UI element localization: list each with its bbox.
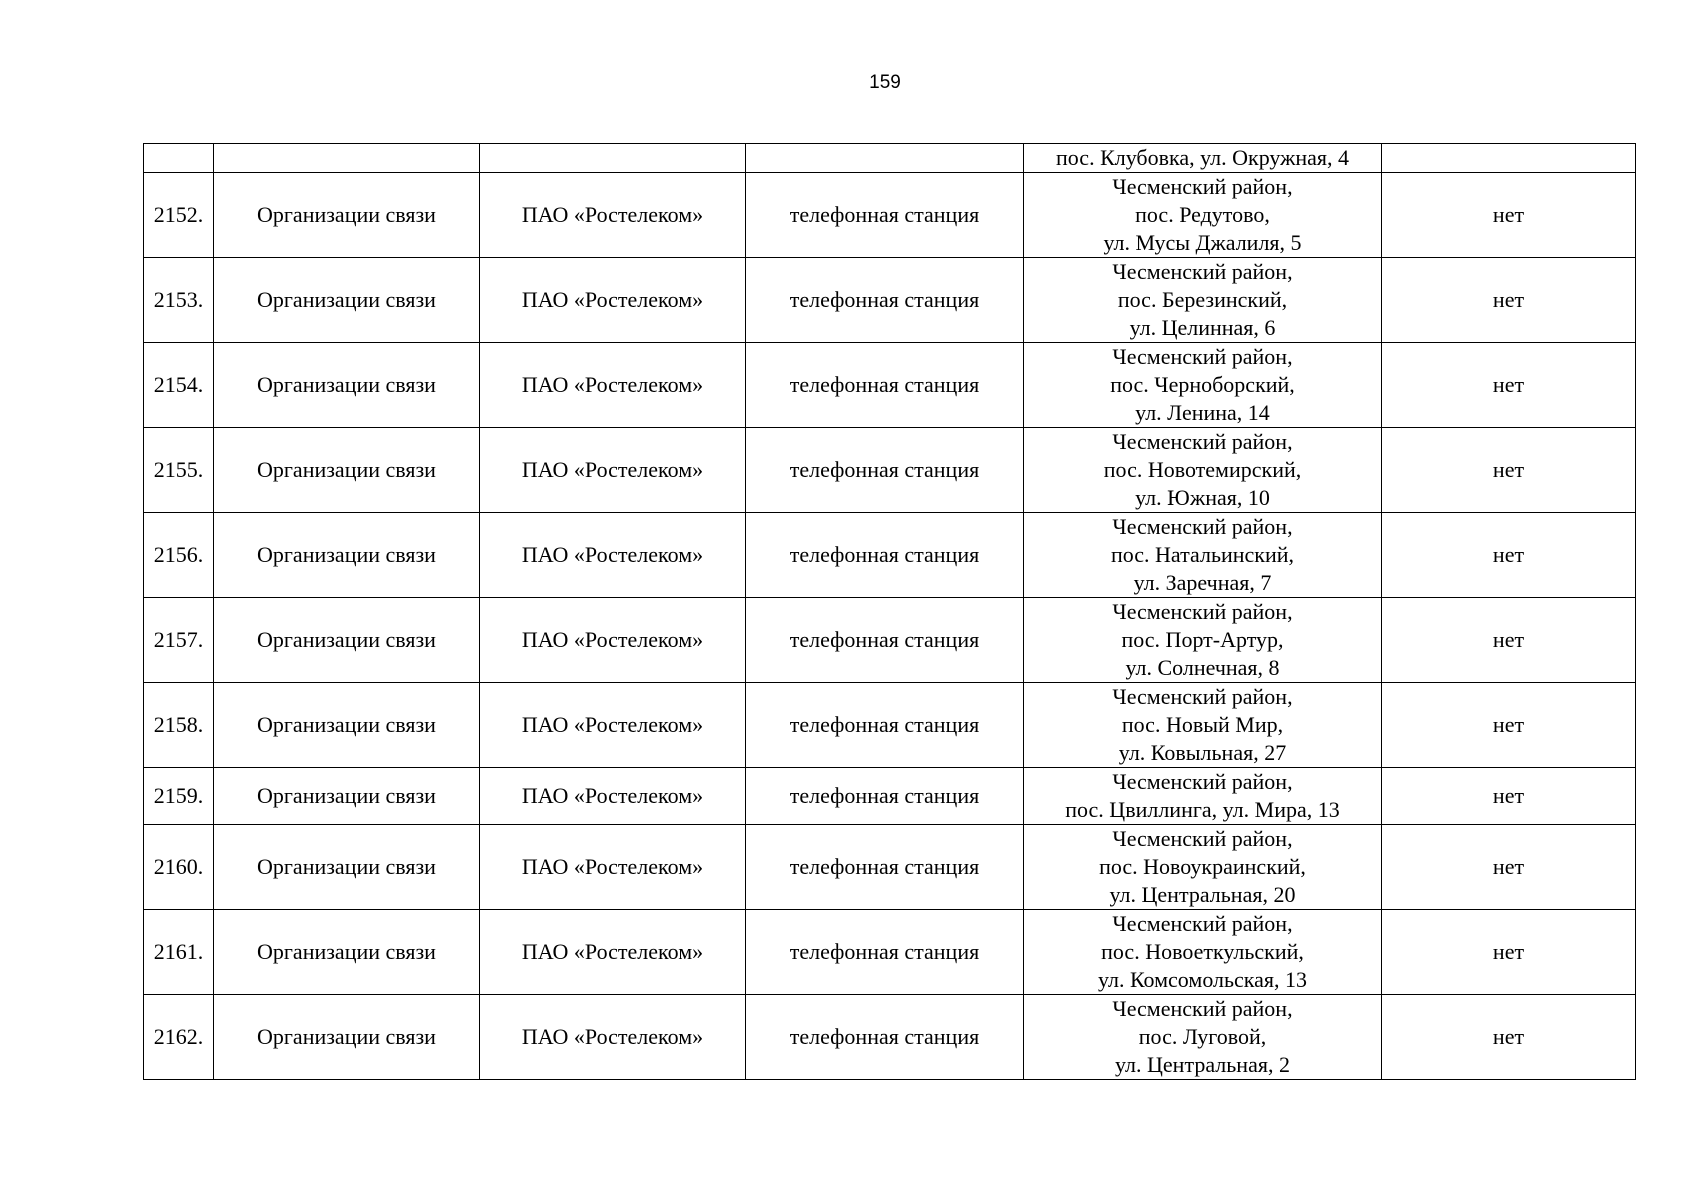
cell-org: ПАО «Ростелеком» [480, 683, 746, 768]
cell-num: 2156. [144, 513, 214, 598]
table-row [144, 768, 1636, 825]
cell-object: телефонная станция [746, 995, 1024, 1080]
table-row [144, 825, 1636, 910]
address-line: Чесменский район, [1112, 514, 1293, 539]
address-line: пос. Редутово, [1135, 202, 1270, 227]
table-row [144, 598, 1636, 683]
cell-note: нет [1382, 428, 1636, 513]
address-line: ул. Ленина, 14 [1135, 400, 1270, 425]
cell-num: 2155. [144, 428, 214, 513]
address-line: Чесменский район, [1112, 174, 1293, 199]
cell-org [480, 144, 746, 173]
cell-category: Организации связи [214, 910, 480, 995]
cell-address [1024, 428, 1382, 513]
cell-address [1024, 910, 1382, 995]
cell-num: 2161. [144, 910, 214, 995]
cell-note [1382, 144, 1636, 173]
cell-note: нет [1382, 768, 1636, 825]
cell-org: ПАО «Ростелеком» [480, 513, 746, 598]
address-line: Чесменский район, [1112, 429, 1293, 454]
cell-address [1024, 343, 1382, 428]
address-line: пос. Луговой, [1138, 1024, 1267, 1049]
cell-address [1024, 173, 1382, 258]
address-line: Чесменский район, [1112, 826, 1293, 851]
cell-num: 2160. [144, 825, 214, 910]
cell-object: телефонная станция [746, 258, 1024, 343]
address-line: пос. Новоукраинский, [1099, 854, 1306, 879]
cell-num: 2162. [144, 995, 214, 1080]
cell-category [214, 144, 480, 173]
cell-note: нет [1382, 173, 1636, 258]
address-line: ул. Центральная, 20 [1109, 882, 1296, 907]
cell-note: нет [1382, 910, 1636, 995]
cell-org: ПАО «Ростелеком» [480, 173, 746, 258]
table-row [144, 173, 1636, 258]
cell-category: Организации связи [214, 173, 480, 258]
cell-note: нет [1382, 258, 1636, 343]
continuation-row [144, 144, 1636, 173]
cell-org: ПАО «Ростелеком» [480, 910, 746, 995]
address-line: пос. Новый Мир, [1121, 712, 1284, 737]
address-line: Чесменский район, [1112, 599, 1293, 624]
cell-num: 2152. [144, 173, 214, 258]
cell-object: телефонная станция [746, 683, 1024, 768]
table-row [144, 258, 1636, 343]
address-line: пос. Цвиллинга, ул. Мира, 13 [1065, 797, 1340, 822]
cell-org: ПАО «Ростелеком» [480, 598, 746, 683]
cell-note: нет [1382, 683, 1636, 768]
table-row [144, 428, 1636, 513]
address-line: ул. Мусы Джалиля, 5 [1103, 230, 1302, 255]
cell-num: 2159. [144, 768, 214, 825]
cell-note: нет [1382, 343, 1636, 428]
cell-num: 2157. [144, 598, 214, 683]
address-line: Чесменский район, [1112, 769, 1293, 794]
cell-object: телефонная станция [746, 825, 1024, 910]
address-line: пос. Новотемирский, [1103, 457, 1302, 482]
cell-address [1024, 995, 1382, 1080]
cell-note: нет [1382, 513, 1636, 598]
address-line: ул. Центральная, 2 [1115, 1052, 1290, 1077]
cell-org: ПАО «Ростелеком» [480, 258, 746, 343]
cell-category: Организации связи [214, 995, 480, 1080]
table-row [144, 343, 1636, 428]
cell-org: ПАО «Ростелеком» [480, 343, 746, 428]
cell-address [1024, 768, 1382, 825]
cell-address [1024, 825, 1382, 910]
cell-num [144, 144, 214, 173]
address-line: пос. Березинский, [1117, 287, 1288, 312]
address-line: пос. Черноборский, [1110, 372, 1295, 397]
cell-object [746, 144, 1024, 173]
cell-address [1024, 513, 1382, 598]
cell-org: ПАО «Ростелеком» [480, 428, 746, 513]
table-row [144, 683, 1636, 768]
address-line: Чесменский район, [1112, 344, 1293, 369]
address-line: Чесменский район, [1112, 259, 1293, 284]
cell-org: ПАО «Ростелеком» [480, 995, 746, 1080]
address-line: пос. Новоеткульский, [1101, 939, 1304, 964]
cell-category: Организации связи [214, 825, 480, 910]
cell-note: нет [1382, 825, 1636, 910]
table-row [144, 910, 1636, 995]
cell-object: телефонная станция [746, 598, 1024, 683]
address-line: ул. Южная, 10 [1135, 485, 1270, 510]
cell-object: телефонная станция [746, 343, 1024, 428]
cell-num: 2158. [144, 683, 214, 768]
cell-object: телефонная станция [746, 428, 1024, 513]
cell-object: телефонная станция [746, 768, 1024, 825]
cell-category: Организации связи [214, 768, 480, 825]
cell-num: 2153. [144, 258, 214, 343]
address-line: ул. Заречная, 7 [1133, 570, 1272, 595]
cell-category: Организации связи [214, 598, 480, 683]
cell-org: ПАО «Ростелеком» [480, 825, 746, 910]
cell-object: телефонная станция [746, 513, 1024, 598]
table-row [144, 513, 1636, 598]
cell-note: нет [1382, 598, 1636, 683]
address-line: Чесменский район, [1112, 911, 1293, 936]
cell-note: нет [1382, 995, 1636, 1080]
table-row [144, 995, 1636, 1080]
cell-address [1024, 598, 1382, 683]
cell-num: 2154. [144, 343, 214, 428]
register-table [143, 143, 1636, 1080]
cell-category: Организации связи [214, 428, 480, 513]
cell-category: Организации связи [214, 258, 480, 343]
cell-category: Организации связи [214, 683, 480, 768]
cell-address [1024, 683, 1382, 768]
address-line: пос. Порт-Артур, [1121, 627, 1284, 652]
cell-object: телефонная станция [746, 910, 1024, 995]
address-line: Чесменский район, [1112, 996, 1293, 1021]
address-line: Чесменский район, [1112, 684, 1293, 709]
address-line: ул. Ковыльная, 27 [1118, 740, 1287, 765]
cell-address: пос. Клубовка, ул. Окружная, 4 [1024, 144, 1382, 173]
cell-org: ПАО «Ростелеком» [480, 768, 746, 825]
address-line: пос. Натальинский, [1110, 542, 1295, 567]
cell-category: Организации связи [214, 513, 480, 598]
cell-object: телефонная станция [746, 173, 1024, 258]
address-line: ул. Комсомольская, 13 [1097, 967, 1308, 992]
address-line: ул. Солнечная, 8 [1125, 655, 1280, 680]
page-number: 159 [869, 72, 901, 93]
cell-category: Организации связи [214, 343, 480, 428]
address-line: ул. Целинная, 6 [1129, 315, 1276, 340]
cell-address [1024, 258, 1382, 343]
